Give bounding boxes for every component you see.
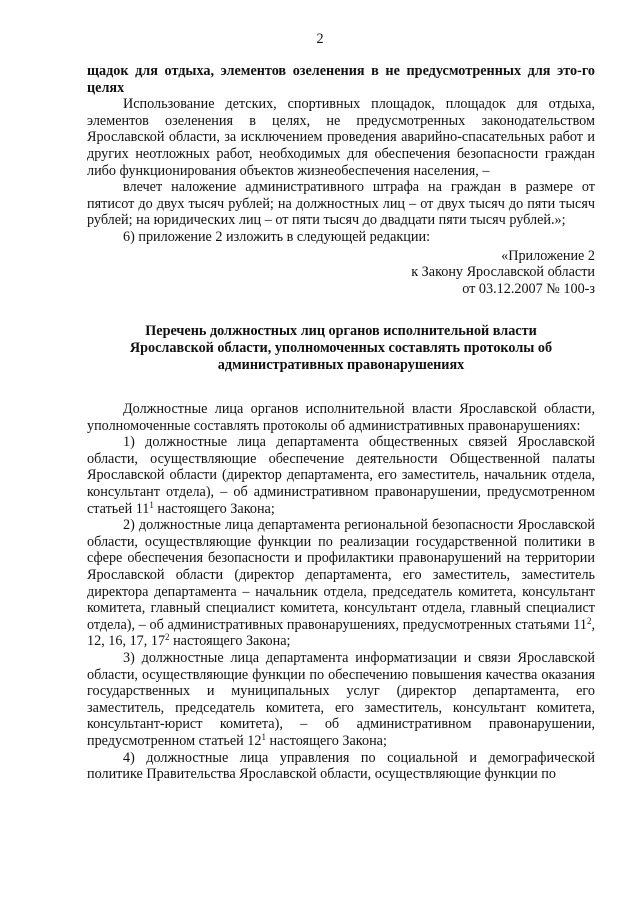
section-heading-continuation: щадок для отдыха, элементов озеленения в не предусмотренных для это-го целях xyxy=(87,63,595,96)
paragraph-offense-description: Использование детских, спортивных площадок, площадок для отдыха, элементов озеленения в целях, не предусмотренных законодательством Ярославской области, за исключением проведения аварийно-спасательных работ и других неотложных работ, необходимых для обеспечения безопасности граждан либо функционирования объектов жизнеобеспечения населения, – xyxy=(87,96,595,179)
paragraph-penalty: влечет наложение административного штрафа на граждан в размере от пятисот до двух тысяч рублей; на должностных лиц – от двух тысяч до пяти тысяч рублей; на юридических лиц – от пяти тысяч до двадцати пяти тысяч рублей.»; xyxy=(87,179,595,229)
page-number: 2 xyxy=(316,31,324,47)
list-item-1: 1) должностные лица департамента общественных связей Ярославской области, осуществляющие обеспечение деятельности Общественной палаты Ярославской области (директор департамента, его заместитель, начальник отдела, консультант отдела), – об административном правонарушении, предусмотренном статьей $11^1$ настоящего Закона; xyxy=(87,434,595,517)
paragraph-amendment: 6) приложение 2 изложить в следующей редакции: xyxy=(123,228,431,245)
list-item-2: 2) должностные лица департамента региональной безопасности Ярославской области, осуществляющие функции по реализации государственной политики в сфере обеспечения безопасности и профилактики правонарушений на территории Ярославской области (директор департамента, его заместитель, заместитель директора департамента – начальник отдела, председатель комитета, консультант комитета, главный специалист комитета, консультант отдела, главный специалист отдела), – об административных правонарушениях, предусмотренных статьями $11^2$, 12, 16, 17, $17^2$ настоящего Закона; xyxy=(87,517,595,650)
appendix-line-2: к Закону Ярославской области xyxy=(411,264,595,281)
appendix-reference xyxy=(87,248,595,298)
list-title: Перечень должностных лиц органов исполнительной власти Ярославской области, уполномоченных составлять протоколы об административных правонарушениях xyxy=(129,323,553,373)
list-item-3: 3) должностные лица департамента информатизации и связи Ярославской области, осуществляющие функции по обеспечению повышения качества оказания государственных и муниципальных услуг (директор департамента, его заместитель, председатель комитета, его заместитель, консультант комитета, консультант-юрист комитета), – об административном правонарушении, предусмотренном статьей $12^1$ настоящего Закона; xyxy=(87,650,595,749)
appendix-line-3: от 03.12.2007 № 100-з xyxy=(462,280,595,297)
appendix-line-1: «Приложение 2 xyxy=(501,247,595,264)
list-intro: Должностные лица органов исполнительной власти Ярославской области, уполномоченные составлять протоколы об административных правонарушениях: xyxy=(87,401,595,434)
list-item-4: 4) должностные лица управления по социальной и демографической политике Правительства Ярославской области, осуществляющие функции по xyxy=(87,749,595,783)
document-body xyxy=(87,63,595,783)
